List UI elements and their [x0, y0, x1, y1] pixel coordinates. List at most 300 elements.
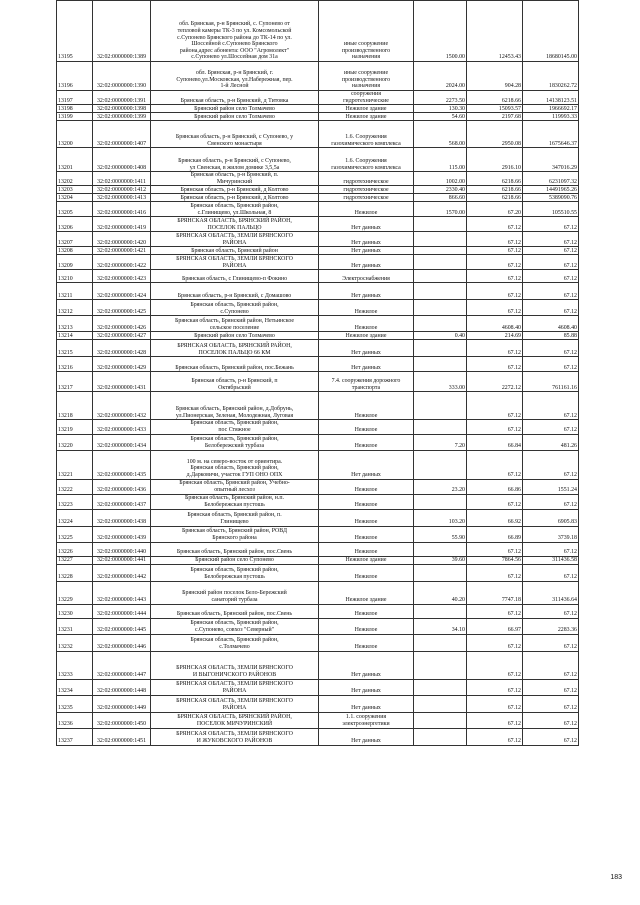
object-purpose: Нежилое	[319, 316, 414, 332]
object-area: 23.20	[414, 479, 467, 494]
object-purpose: гидротехническое	[319, 194, 414, 202]
table-row	[57, 105, 579, 113]
cadastral-value: 67.12	[523, 420, 579, 434]
table-row	[57, 634, 579, 651]
object-address: Брянская область, р-н Брянский, с Супонево, у Свенского монастыря	[151, 121, 319, 148]
table-row	[57, 283, 579, 300]
object-purpose: Нежилое	[319, 509, 414, 526]
cadastral-number: 32:02:0000000:1436	[93, 479, 151, 494]
object-purpose: сооружения гидротехнические	[319, 91, 414, 105]
cadastral-value: 18680145.00	[523, 1, 579, 62]
object-area: 333.00	[414, 372, 467, 392]
object-address: Брянская область, Брянский район, с.Глинищево, ул.Школьная, 8	[151, 202, 319, 217]
specific-cost: 66.86	[467, 479, 523, 494]
row-number: 13206	[57, 217, 93, 232]
specific-cost: 67.12	[467, 283, 523, 300]
cadastral-value: 67.12	[523, 357, 579, 372]
row-number: 13219	[57, 420, 93, 434]
row-number: 13221	[57, 450, 93, 479]
cadastral-value: 67.12	[523, 604, 579, 618]
table-row	[57, 434, 579, 450]
row-number: 13224	[57, 509, 93, 526]
object-purpose: Нет данных	[319, 232, 414, 247]
table-row	[57, 542, 579, 556]
specific-cost: 67.12	[467, 450, 523, 479]
object-area	[414, 247, 467, 255]
cadastral-number: 32:02:0000000:1421	[93, 247, 151, 255]
object-address: Брянская область, Брянский район, п. Глинищево	[151, 509, 319, 526]
cadastral-value: 311436.64	[523, 581, 579, 604]
specific-cost: 67.12	[467, 340, 523, 357]
object-purpose: Нежилое	[319, 634, 414, 651]
object-purpose: Нежилое	[319, 564, 414, 581]
specific-cost: 15093.57	[467, 105, 523, 113]
specific-cost: 67.12	[467, 679, 523, 695]
table-row	[57, 450, 579, 479]
row-number: 13237	[57, 728, 93, 745]
table-row	[57, 712, 579, 728]
row-number: 13203	[57, 186, 93, 194]
row-number: 13236	[57, 712, 93, 728]
row-number: 13230	[57, 604, 93, 618]
specific-cost: 7864.56	[467, 556, 523, 564]
object-area	[414, 232, 467, 247]
table-row	[57, 113, 579, 121]
cadastral-number: 32:02:0000000:1448	[93, 679, 151, 695]
object-area	[414, 679, 467, 695]
table-row	[57, 62, 579, 91]
table-row	[57, 695, 579, 712]
table-row	[57, 556, 579, 564]
specific-cost: 6218.66	[467, 172, 523, 186]
object-address: БРЯНСКАЯ ОБЛАСТЬ, БРЯНСКИЙ РАЙОН, ПОСЕЛОК МИЧУРИНСКИЙ	[151, 712, 319, 728]
cadastral-number: 32:02:0000000:1440	[93, 542, 151, 556]
table-row	[57, 340, 579, 357]
cadastral-value: 67.12	[523, 283, 579, 300]
cadastral-value: 14138123.51	[523, 91, 579, 105]
object-purpose: гидротехническое	[319, 186, 414, 194]
row-number: 13201	[57, 148, 93, 172]
cadastral-value: 67.12	[523, 542, 579, 556]
table-row	[57, 728, 579, 745]
object-purpose: Нет данных	[319, 651, 414, 679]
row-number: 13198	[57, 105, 93, 113]
specific-cost: 2950.08	[467, 121, 523, 148]
specific-cost: 2197.68	[467, 113, 523, 121]
row-number: 13212	[57, 300, 93, 316]
row-number: 13214	[57, 332, 93, 340]
table-row	[57, 91, 579, 105]
table-row	[57, 509, 579, 526]
cadastral-number: 32:02:0000000:1423	[93, 270, 151, 283]
row-number: 13213	[57, 316, 93, 332]
table-row	[57, 300, 579, 316]
object-purpose: Нежилое здание	[319, 105, 414, 113]
specific-cost: 66.97	[467, 618, 523, 634]
row-number: 13204	[57, 194, 93, 202]
object-area	[414, 300, 467, 316]
cadastral-value-table	[56, 0, 579, 746]
specific-cost: 67.20	[467, 202, 523, 217]
object-purpose: Нежилое	[319, 494, 414, 509]
table-row	[57, 581, 579, 604]
object-purpose: Нет данных	[319, 728, 414, 745]
table-row	[57, 194, 579, 202]
object-address: обл. Брянская, р-н Брянский, с. Супонево от тепловой камеры ТК-3 по ул. Комсомольской с.Супонево Брянского района до ТК-14 по ул. Шоссейной с.Супонево Брянского района,адрес абонента: ООО "Агромолект" с.Супонево ул.Шоссейная дом 31а	[151, 1, 319, 62]
table-row	[57, 1, 579, 62]
specific-cost: 4608.40	[467, 316, 523, 332]
row-number: 13195	[57, 1, 93, 62]
object-area	[414, 392, 467, 420]
row-number: 13210	[57, 270, 93, 283]
cadastral-number: 32:02:0000000:1419	[93, 217, 151, 232]
specific-cost: 214.69	[467, 332, 523, 340]
cadastral-value: 6905.83	[523, 509, 579, 526]
specific-cost: 67.12	[467, 712, 523, 728]
object-area: 568.00	[414, 121, 467, 148]
table-row	[57, 479, 579, 494]
cadastral-number: 32:02:0000000:1444	[93, 604, 151, 618]
object-address: Брянская область, Брянский район, н.п. Белобережская пустошь	[151, 494, 319, 509]
cadastral-value: 67.12	[523, 712, 579, 728]
object-area: 0.40	[414, 332, 467, 340]
cadastral-value: 67.12	[523, 450, 579, 479]
object-address: Брянский район село Толмачево	[151, 113, 319, 121]
object-area: 1002.00	[414, 172, 467, 186]
object-purpose: 1.1. сооружения электроэнергетики	[319, 712, 414, 728]
object-address: Брянская область, Брянский район, пос Стяжное	[151, 420, 319, 434]
table-row	[57, 564, 579, 581]
object-area: 866.60	[414, 194, 467, 202]
cadastral-value: 85.88	[523, 332, 579, 340]
row-number: 13205	[57, 202, 93, 217]
object-address: Брянская область, Брянский район, пос.Свень	[151, 604, 319, 618]
specific-cost: 2272.12	[467, 372, 523, 392]
specific-cost: 6218.66	[467, 194, 523, 202]
cadastral-number: 32:02:0000000:1447	[93, 651, 151, 679]
object-purpose: Нет данных	[319, 255, 414, 270]
cadastral-number: 32:02:0000000:1411	[93, 172, 151, 186]
cadastral-number: 32:02:0000000:1412	[93, 186, 151, 194]
object-area	[414, 494, 467, 509]
row-number: 13202	[57, 172, 93, 186]
object-purpose: иные сооружение производственного назначения	[319, 62, 414, 91]
object-area: 130.30	[414, 105, 467, 113]
cadastral-number: 32:02:0000000:1429	[93, 357, 151, 372]
object-area: 39.60	[414, 556, 467, 564]
object-purpose: Нежилое	[319, 420, 414, 434]
row-number: 13211	[57, 283, 93, 300]
specific-cost: 66.84	[467, 434, 523, 450]
object-area	[414, 217, 467, 232]
object-purpose: Нежилое	[319, 526, 414, 542]
cadastral-number: 32:02:0000000:1451	[93, 728, 151, 745]
object-purpose: 1.6. Сооружения газохимического комплекса	[319, 121, 414, 148]
cadastral-number: 32:02:0000000:1390	[93, 62, 151, 91]
table-row	[57, 232, 579, 247]
cadastral-number: 32:02:0000000:1399	[93, 113, 151, 121]
cadastral-value: 67.12	[523, 634, 579, 651]
cadastral-value: 347016.29	[523, 148, 579, 172]
row-number: 13231	[57, 618, 93, 634]
page-number: 183	[610, 874, 622, 881]
table-row	[57, 420, 579, 434]
object-address: Брянская область, Брянский район, РОВД Брянского района	[151, 526, 319, 542]
cadastral-number: 32:02:0000000:1424	[93, 283, 151, 300]
object-address: БРЯНСКАЯ ОБЛАСТЬ, ЗЕМЛИ БРЯНСКОГО РАЙОНА	[151, 695, 319, 712]
row-number: 13233	[57, 651, 93, 679]
object-area	[414, 604, 467, 618]
cadastral-number: 32:02:0000000:1446	[93, 634, 151, 651]
specific-cost: 67.12	[467, 357, 523, 372]
table-row	[57, 604, 579, 618]
cadastral-value: 1675646.37	[523, 121, 579, 148]
cadastral-value: 67.12	[523, 695, 579, 712]
cadastral-value: 761161.16	[523, 372, 579, 392]
row-number: 13220	[57, 434, 93, 450]
cadastral-value: 1830262.72	[523, 62, 579, 91]
object-area	[414, 357, 467, 372]
cadastral-value: 5389090.76	[523, 194, 579, 202]
cadastral-number: 32:02:0000000:1428	[93, 340, 151, 357]
object-address: Брянская область, Брянский район, Белобережский турбаза	[151, 434, 319, 450]
object-area: 115.00	[414, 148, 467, 172]
object-purpose: Нежилое здание	[319, 332, 414, 340]
cadastral-number: 32:02:0000000:1434	[93, 434, 151, 450]
cadastral-number: 32:02:0000000:1432	[93, 392, 151, 420]
cadastral-number: 32:02:0000000:1438	[93, 509, 151, 526]
cadastral-number: 32:02:0000000:1450	[93, 712, 151, 728]
row-number: 13196	[57, 62, 93, 91]
table-row	[57, 148, 579, 172]
cadastral-value: 1966692.17	[523, 105, 579, 113]
object-purpose: Нет данных	[319, 340, 414, 357]
cadastral-value: 481.26	[523, 434, 579, 450]
table-row	[57, 217, 579, 232]
cadastral-value: 67.12	[523, 392, 579, 420]
specific-cost: 67.12	[467, 300, 523, 316]
specific-cost: 6218.66	[467, 91, 523, 105]
object-address: Брянская область, р-н Брянский, д Колтово	[151, 186, 319, 194]
cadastral-number: 32:02:0000000:1398	[93, 105, 151, 113]
row-number: 13235	[57, 695, 93, 712]
cadastral-number: 32:02:0000000:1425	[93, 300, 151, 316]
cadastral-value: 67.12	[523, 494, 579, 509]
object-purpose: Нет данных	[319, 357, 414, 372]
object-area	[414, 728, 467, 745]
specific-cost: 904.28	[467, 62, 523, 91]
object-address: БРЯНСКАЯ ОБЛАСТЬ, ЗЕМЛИ БРЯНСКОГО РАЙОНА	[151, 255, 319, 270]
cadastral-number: 32:02:0000000:1437	[93, 494, 151, 509]
cadastral-value: 311436.58	[523, 556, 579, 564]
object-area: 2024.00	[414, 62, 467, 91]
specific-cost: 67.12	[467, 217, 523, 232]
object-address: Брянский район поселок Бело-Бережский санаторий турбаза	[151, 581, 319, 604]
specific-cost: 67.12	[467, 564, 523, 581]
row-number: 13228	[57, 564, 93, 581]
object-area	[414, 542, 467, 556]
row-number: 13207	[57, 232, 93, 247]
specific-cost: 67.12	[467, 604, 523, 618]
object-area	[414, 270, 467, 283]
cadastral-number: 32:02:0000000:1408	[93, 148, 151, 172]
cadastral-number: 32:02:0000000:1389	[93, 1, 151, 62]
cadastral-value: 14491965.26	[523, 186, 579, 194]
cadastral-value: 67.12	[523, 340, 579, 357]
specific-cost: 67.12	[467, 634, 523, 651]
specific-cost: 66.89	[467, 526, 523, 542]
cadastral-value: 67.12	[523, 247, 579, 255]
row-number: 13200	[57, 121, 93, 148]
object-area: 34.10	[414, 618, 467, 634]
object-area: 7.20	[414, 434, 467, 450]
row-number: 13208	[57, 247, 93, 255]
object-address: Брянская область, р-н Брянский, д Титовка	[151, 91, 319, 105]
table-row	[57, 679, 579, 695]
specific-cost: 6218.66	[467, 186, 523, 194]
cadastral-number: 32:02:0000000:1441	[93, 556, 151, 564]
object-purpose: 1.6. Сооружения газохимического комплекса	[319, 148, 414, 172]
cadastral-number: 32:02:0000000:1420	[93, 232, 151, 247]
table-row	[57, 392, 579, 420]
cadastral-number: 32:02:0000000:1422	[93, 255, 151, 270]
object-area	[414, 564, 467, 581]
table-row	[57, 172, 579, 186]
object-purpose: Нежилое	[319, 392, 414, 420]
row-number: 13226	[57, 542, 93, 556]
cadastral-value: 3739.18	[523, 526, 579, 542]
object-address: Брянская область, с Глинищево-п Фокино	[151, 270, 319, 283]
cadastral-value: 2283.36	[523, 618, 579, 634]
object-purpose: Нежилое	[319, 300, 414, 316]
object-purpose: иные сооружение производственного назначения	[319, 1, 414, 62]
cadastral-value: 4608.40	[523, 316, 579, 332]
row-number: 13218	[57, 392, 93, 420]
cadastral-value: 67.12	[523, 679, 579, 695]
object-area	[414, 634, 467, 651]
object-address: Брянская область, Брянский район	[151, 247, 319, 255]
object-area: 55.90	[414, 526, 467, 542]
object-address: Брянская область, р-н Брянский, с Домашово	[151, 283, 319, 300]
object-purpose: Электроснабжения	[319, 270, 414, 283]
table-row	[57, 270, 579, 283]
row-number: 13222	[57, 479, 93, 494]
cadastral-value: 67.12	[523, 217, 579, 232]
table-row	[57, 255, 579, 270]
object-address: Брянский район село Толмачево	[151, 332, 319, 340]
table-row	[57, 121, 579, 148]
row-number: 13225	[57, 526, 93, 542]
cadastral-value: 67.12	[523, 232, 579, 247]
specific-cost: 7747.18	[467, 581, 523, 604]
row-number: 13223	[57, 494, 93, 509]
specific-cost: 67.12	[467, 392, 523, 420]
object-address: Брянский район село Толмачево	[151, 105, 319, 113]
cadastral-value: 1551.24	[523, 479, 579, 494]
row-number: 13197	[57, 91, 93, 105]
specific-cost: 67.12	[467, 420, 523, 434]
object-purpose: Нежилое	[319, 434, 414, 450]
object-area: 1500.00	[414, 1, 467, 62]
cadastral-number: 32:02:0000000:1433	[93, 420, 151, 434]
cadastral-number: 32:02:0000000:1416	[93, 202, 151, 217]
object-purpose: Нежилое здание	[319, 113, 414, 121]
table-row	[57, 332, 579, 340]
specific-cost: 66.92	[467, 509, 523, 526]
table-row	[57, 357, 579, 372]
object-address: БРЯНСКАЯ ОБЛАСТЬ, ЗЕМЛИ БРЯНСКОГО И ВЫГОНИЧСКОГО РАЙОНОВ	[151, 651, 319, 679]
object-address: БРЯНСКАЯ ОБЛАСТЬ, ЗЕМЛИ БРЯНСКОГО И ЖУКОВСКОГО РАЙОНОВ	[151, 728, 319, 745]
object-address: Брянская область, Брянский район, с.Супонево	[151, 300, 319, 316]
object-purpose: Нежилое	[319, 479, 414, 494]
cadastral-number: 32:02:0000000:1443	[93, 581, 151, 604]
cadastral-number: 32:02:0000000:1427	[93, 332, 151, 340]
object-address: Брянская область, Брянский район, д.Добрунь, ул.Пионерская, Зеленая, Молодежная, Луговая	[151, 392, 319, 420]
cadastral-value: 67.12	[523, 728, 579, 745]
table-row	[57, 247, 579, 255]
object-area: 54.60	[414, 113, 467, 121]
specific-cost: 12453.43	[467, 1, 523, 62]
object-purpose: Нет данных	[319, 247, 414, 255]
specific-cost: 67.12	[467, 728, 523, 745]
object-address: БРЯНСКАЯ ОБЛАСТЬ, БРЯНСКИЙ РАЙОН, ПОСЕЛОК ПАЛЬЦО 66 КМ	[151, 340, 319, 357]
cadastral-value: 67.12	[523, 255, 579, 270]
object-purpose: гидротехническое	[319, 172, 414, 186]
table-row	[57, 526, 579, 542]
cadastral-number: 32:02:0000000:1426	[93, 316, 151, 332]
object-address: Брянская область, р-н Брянский, д Колтово	[151, 194, 319, 202]
cadastral-number: 32:02:0000000:1391	[93, 91, 151, 105]
cadastral-number: 32:02:0000000:1431	[93, 372, 151, 392]
object-address: Брянская область, Брянский район, Белобережская пустошь	[151, 564, 319, 581]
table-row	[57, 186, 579, 194]
object-purpose: Нет данных	[319, 695, 414, 712]
row-number: 13199	[57, 113, 93, 121]
object-purpose: Нет данных	[319, 217, 414, 232]
object-purpose: Нежилое	[319, 604, 414, 618]
specific-cost: 67.12	[467, 255, 523, 270]
object-area	[414, 420, 467, 434]
object-address: Брянская область, Брянский район, пос.Бежань	[151, 357, 319, 372]
object-address: Брянская область, р-н Брянский, п. Мичуринский	[151, 172, 319, 186]
object-address: Брянская область, Брянский район, с.Толмачево	[151, 634, 319, 651]
object-purpose: Нет данных	[319, 283, 414, 300]
cadastral-number: 32:02:0000000:1442	[93, 564, 151, 581]
specific-cost: 67.12	[467, 494, 523, 509]
object-purpose: Нет данных	[319, 679, 414, 695]
specific-cost: 67.12	[467, 232, 523, 247]
cadastral-value: 67.12	[523, 300, 579, 316]
specific-cost: 2916.10	[467, 148, 523, 172]
specific-cost: 67.12	[467, 651, 523, 679]
cadastral-number: 32:02:0000000:1435	[93, 450, 151, 479]
cadastral-number: 32:02:0000000:1407	[93, 121, 151, 148]
table-body	[57, 1, 579, 746]
object-address: Брянский район село Супонево	[151, 556, 319, 564]
object-address: Брянская область, Брянский район, с.Супонево, совхоз "Северный"	[151, 618, 319, 634]
object-address: Брянская область, Брянский район, пос.Свень	[151, 542, 319, 556]
object-purpose: Нежилое	[319, 202, 414, 217]
object-area	[414, 255, 467, 270]
row-number: 13234	[57, 679, 93, 695]
row-number: 13227	[57, 556, 93, 564]
object-area: 103.20	[414, 509, 467, 526]
object-area	[414, 651, 467, 679]
cadastral-number: 32:02:0000000:1439	[93, 526, 151, 542]
table-row	[57, 618, 579, 634]
object-purpose: Нет данных	[319, 450, 414, 479]
object-area	[414, 712, 467, 728]
